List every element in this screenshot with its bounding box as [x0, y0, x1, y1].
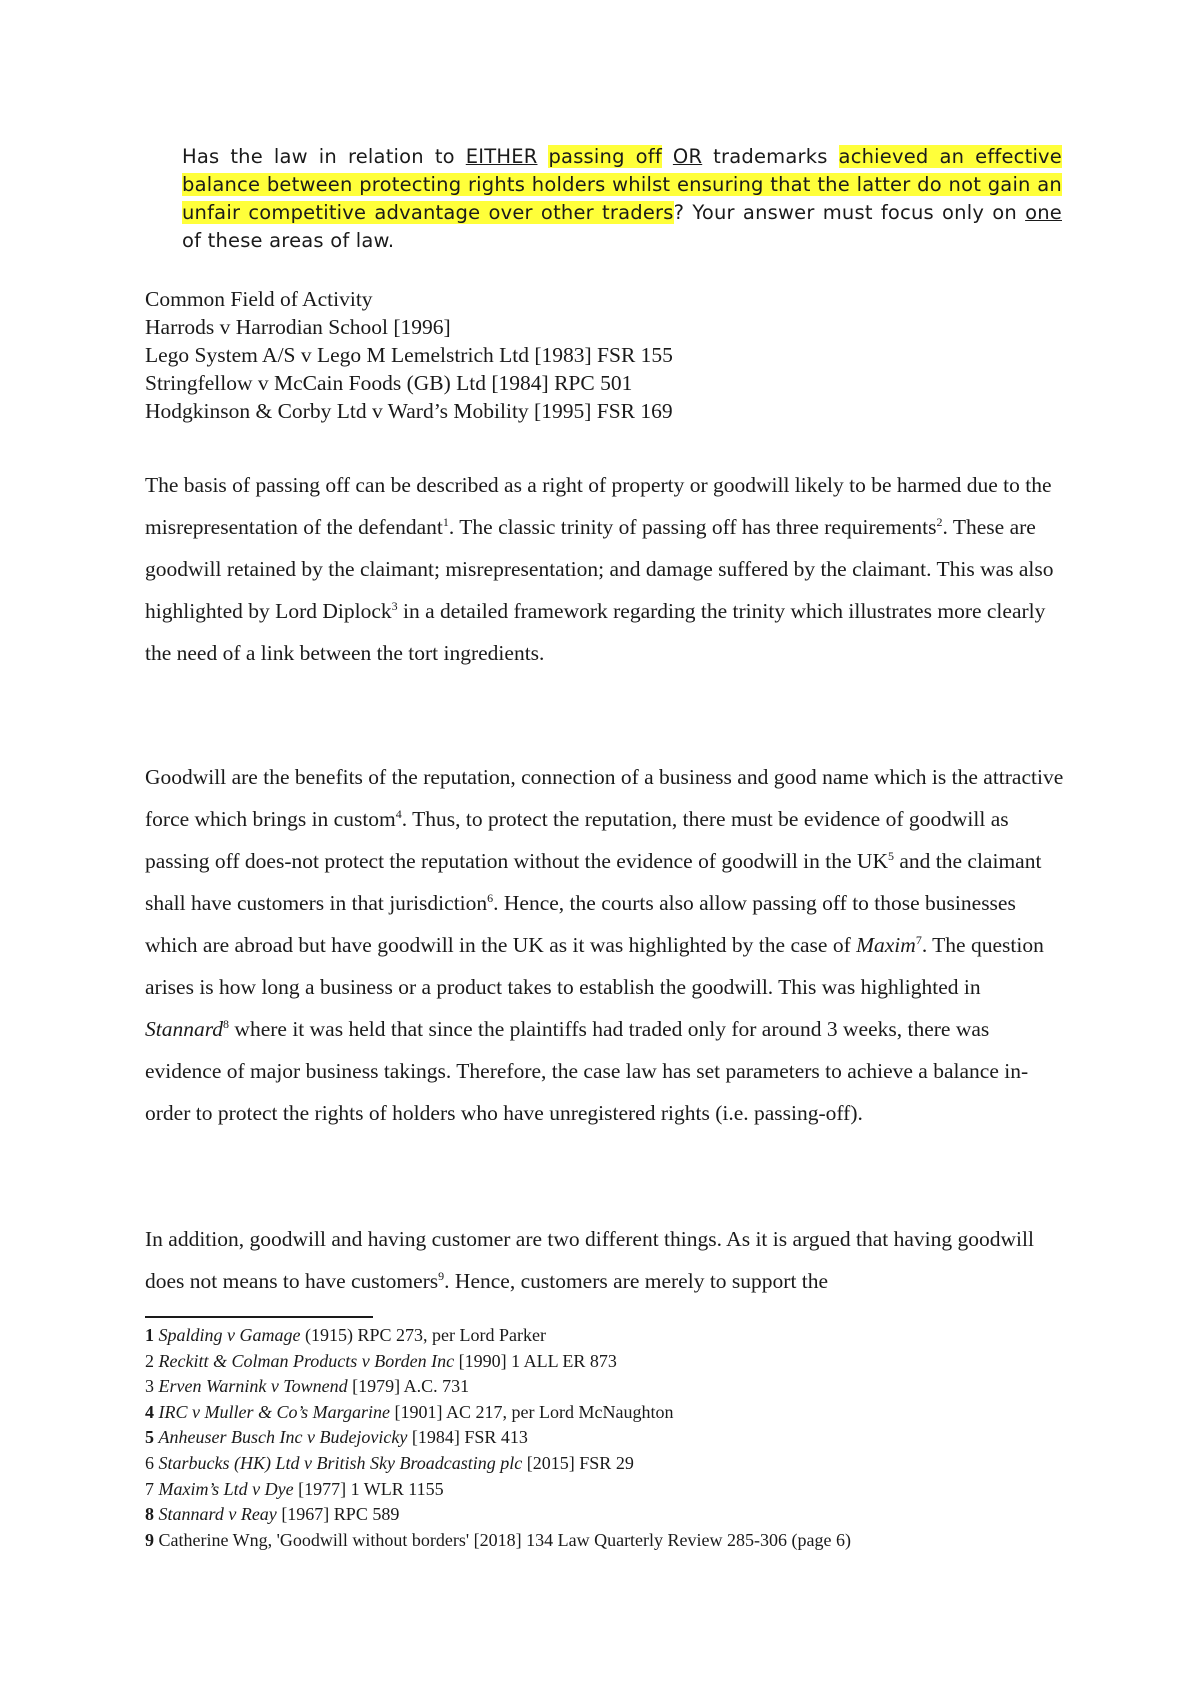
- footnote-number: 1: [145, 1325, 154, 1345]
- case-heading: Common Field of Activity: [145, 287, 373, 311]
- footnote-citation: (1915) RPC 273, per Lord Parker: [300, 1325, 546, 1345]
- footnote-case-name: Starbucks (HK) Ltd v British Sky Broadcasting plc: [158, 1452, 523, 1473]
- footnote-item: [145, 1502, 1105, 1528]
- footnote-ref[interactable]: 5: [887, 848, 894, 863]
- case-list: [145, 285, 1045, 425]
- footnote-item: [145, 1425, 1105, 1451]
- footnote-ref[interactable]: 3: [391, 598, 398, 613]
- footnote-citation: [1901] AC 217, per Lord McNaughton: [390, 1401, 674, 1422]
- question-text: Has the law in relation to: [182, 145, 466, 168]
- footnote-case-name: Reckitt & Colman Products v Borden Inc: [158, 1350, 455, 1371]
- essay-question: Has the law in relation to EITHER passing off OR trademarks achieved an effective balance between protecting rights holders whilst ensuring that the latter do not gain an unfair competitive advantage over other traders? Your answer must focus only on one of these areas of law.: [182, 145, 1062, 252]
- footnote-citation: [1979] A.C. 731: [347, 1376, 470, 1397]
- footnote-number: 2: [145, 1350, 154, 1371]
- footnote-number: 6: [145, 1452, 154, 1473]
- footnote-number: 8: [145, 1504, 154, 1525]
- footnote-case-name: Spalding v Gamage: [158, 1325, 301, 1345]
- footnote-case-name: IRC v Muller & Co’s Margarine: [158, 1401, 390, 1422]
- footnote-ref[interactable]: 4: [395, 806, 402, 821]
- footnote-citation: [2015] FSR 29: [522, 1452, 634, 1473]
- footnote-case-name: Erven Warnink v Townend: [158, 1376, 348, 1397]
- footnote-item: [145, 1374, 1105, 1400]
- footnote-item: [145, 1528, 1105, 1554]
- paragraph-goodwill: Goodwill are the benefits of the reputation, connection of a business and good name which is the attractive force which brings in custom$^4$. Thus, to protect the reputation, there must be evidence of goodwill as passing off does-not protect the reputation without the evidence of goodwill in the $UK^5$ and the claimant shall have customers in that jurisdiction$^6$. Hence, the courts also allow passing off to those businesses which are abroad but have goodwill in the UK as it was highlighted by the case of Maxim$^7$. The question arises is how long a business or a product takes to establish the goodwill. This was highlighted in Stannard$^8$ where it was held that since the plaintiffs had traded only for around 3 weeks, there was evidence of major business takings. Therefore, the case law has set parameters to achieve a balance in-order to protect the rights of holders who have unregistered rights (i.e. passing-off).: [145, 765, 1064, 1125]
- footnote-item: [145, 1349, 1105, 1375]
- footnote-number: 5: [145, 1427, 154, 1448]
- either-word: EITHER: [465, 145, 538, 168]
- footnote-case-name: Stannard v Reay: [158, 1504, 277, 1525]
- case-item: Lego System A/S v Lego M Lemelstrich Ltd [1983] FSR 155: [145, 343, 673, 367]
- footnote-citation: [1967] RPC 589: [276, 1504, 400, 1525]
- footnote-case-name: Maxim’s Ltd v Dye: [158, 1478, 294, 1499]
- footnotes: [145, 1323, 1105, 1553]
- footnote-citation: [1977] 1 WLR 1155: [293, 1478, 444, 1499]
- footnote-ref[interactable]: 6: [487, 890, 494, 905]
- footnote-citation: Catherine Wng, 'Goodwill without borders' [2018] 134 Law Quarterly Review 285-306 (page 6): [158, 1529, 851, 1550]
- footnote-separator: [145, 1316, 373, 1318]
- footnote-number: 3: [145, 1376, 154, 1397]
- one-word: one: [1025, 201, 1062, 224]
- case-name-stannard: Stannard: [145, 1017, 224, 1041]
- footnote-case-name: Anheuser Busch Inc v Budejovicky: [158, 1427, 408, 1448]
- case-item: Hodgkinson & Corby Ltd v Ward’s Mobility [1995] FSR 169: [145, 399, 673, 423]
- footnote-item: [145, 1400, 1105, 1426]
- or-word: OR: [672, 145, 703, 168]
- footnote-item: [145, 1323, 1105, 1349]
- footnote-number: 9: [145, 1529, 154, 1550]
- case-item: Harrods v Harrodian School [1996]: [145, 315, 451, 339]
- footnote-number: 4: [145, 1401, 154, 1422]
- footnote-citation: [1984] FSR 413: [407, 1427, 528, 1448]
- footnote-item: [145, 1451, 1105, 1477]
- case-item: Stringfellow v McCain Foods (GB) Ltd [1984] RPC 501: [145, 371, 633, 395]
- paragraph-trinity: The basis of passing off can be described as a right of property or goodwill likely to be harmed due to the misrepresentation of the defendant$^1$. The classic trinity of passing off has three requirements$^2$. These are goodwill retained by the claimant; misrepresentation; and damage suffered by the claimant. This was also highlighted by Lord Diplock$^3$ in a detailed framework regarding the trinity which illustrates more clearly the need of a link between the tort ingredients.: [145, 473, 1054, 665]
- footnote-ref[interactable]: 9: [438, 1268, 445, 1283]
- footnote-number: 7: [145, 1478, 154, 1499]
- footnote-ref[interactable]: 7: [915, 932, 922, 947]
- question-highlight: achieved an effective balance between protecting rights holders whilst ensuring that the latter do not gain an unfair competitive advantage over other traders: [182, 145, 1062, 224]
- footnote-ref[interactable]: 2: [936, 514, 943, 529]
- footnote-citation: [1990] 1 ALL ER 873: [454, 1350, 617, 1371]
- passing-off-highlight: passing off: [548, 145, 662, 168]
- footnote-ref[interactable]: 1: [442, 514, 449, 529]
- paragraph-customers: In addition, goodwill and having customer are two different things. As it is argued that having goodwill does not means to have customers$^9$. Hence, customers are merely to support the: [145, 1227, 1034, 1293]
- footnote-item: [145, 1477, 1105, 1503]
- case-name-maxim: Maxim: [856, 933, 916, 957]
- footnote-ref[interactable]: 8: [223, 1016, 230, 1031]
